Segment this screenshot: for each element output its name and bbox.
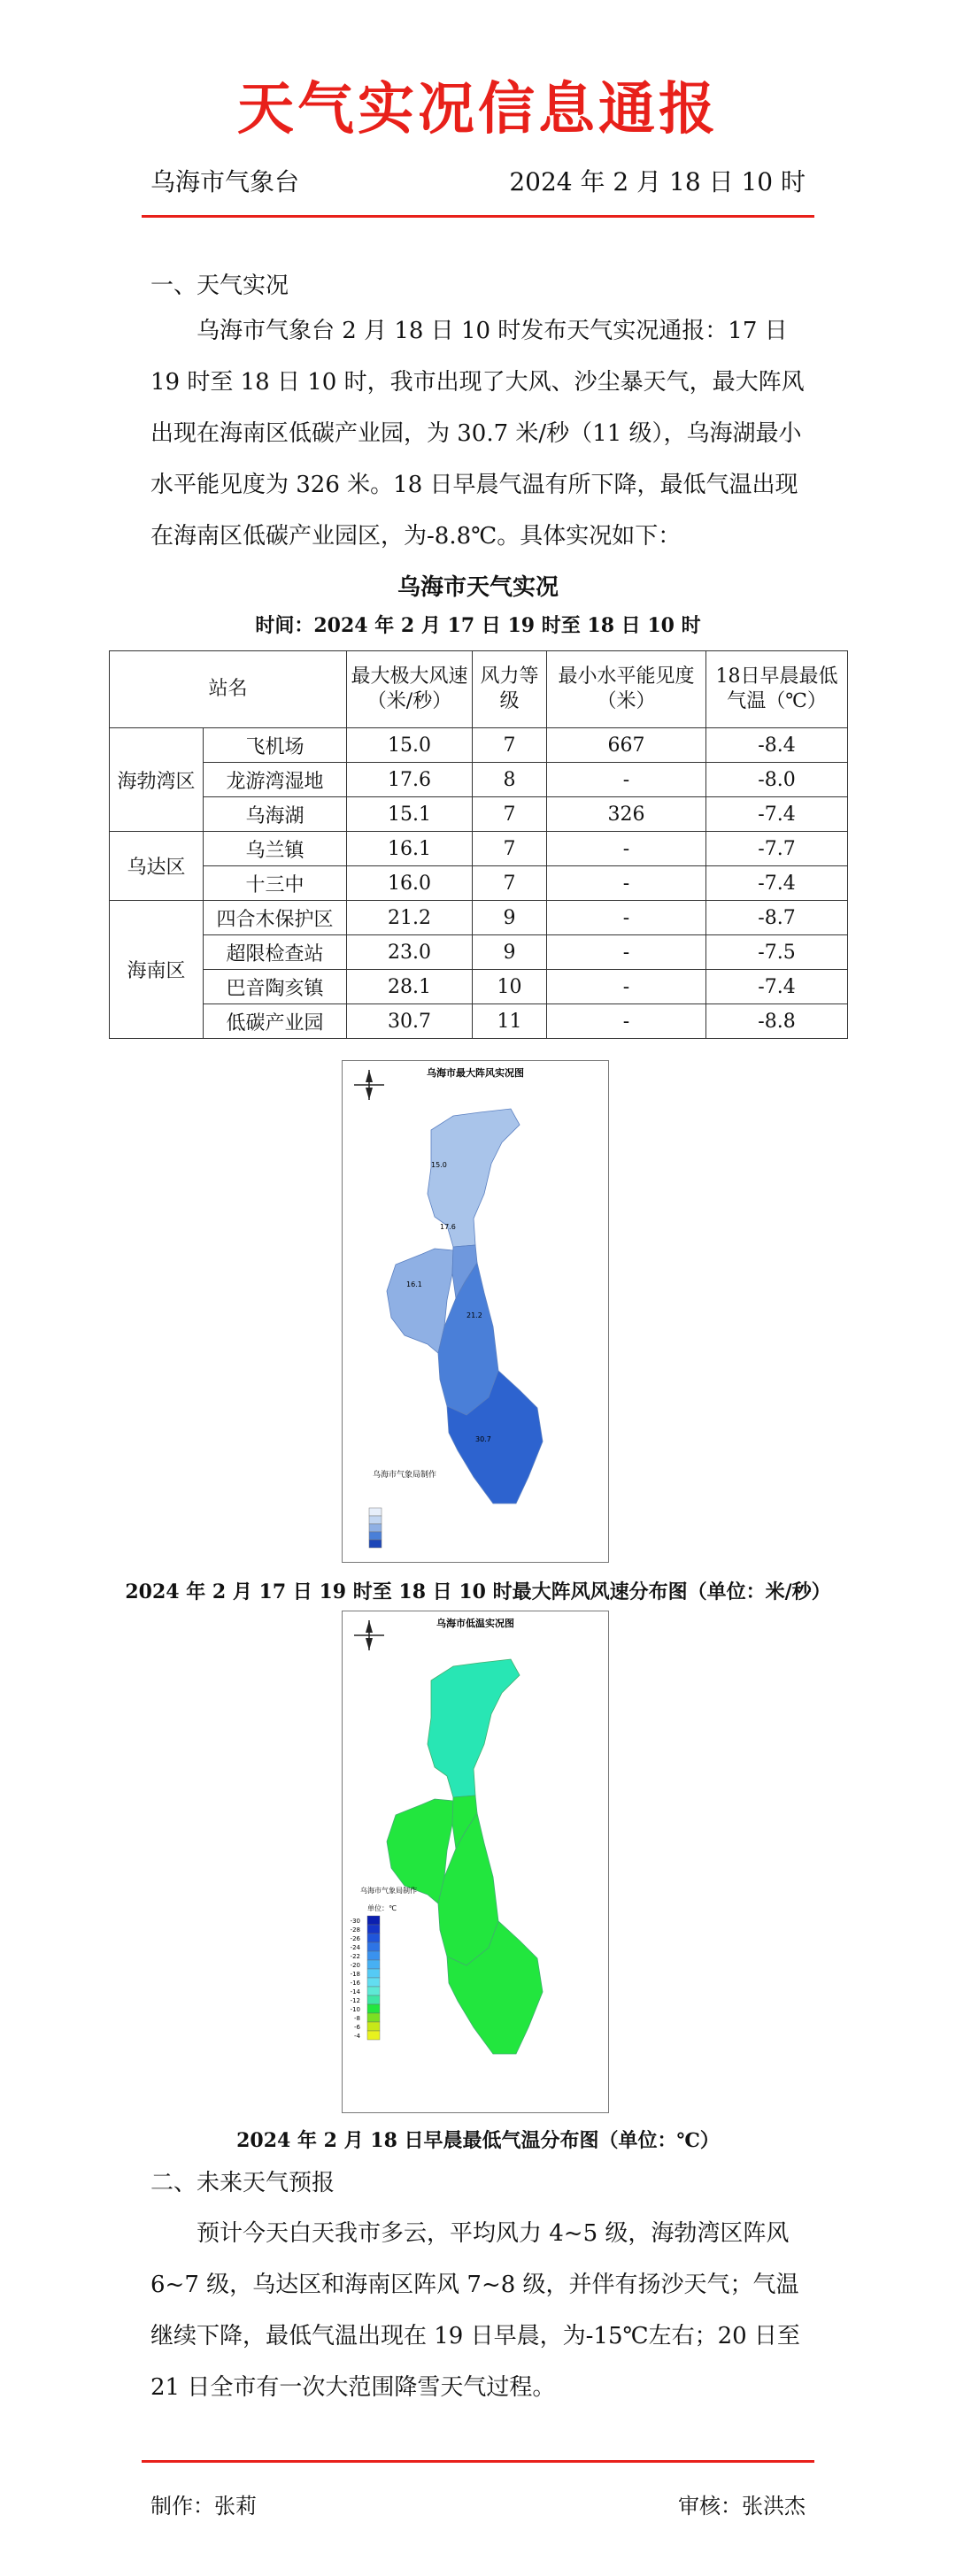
legend-swatch bbox=[367, 1916, 380, 1925]
north-arrow-icon bbox=[354, 1620, 384, 1650]
station-cell: 乌海湖 bbox=[204, 797, 347, 832]
legend-label: -28 bbox=[350, 1926, 360, 1934]
legend-label: -14 bbox=[350, 1988, 360, 1995]
section-forecast-body: 预计今天白天我市多云，平均风力 4~5 级，海勃湾区阵风 6~7 级，乌达区和海南区阵风 7~8 级，并伴有扬沙天气；气温继续下降，最低气温出现在 19 日早晨，为-15℃左右；20 日至 21 日全市有一次大范围降雪天气过程。 bbox=[150, 2220, 800, 2401]
issue-datetime: 2024 年 2 月 18 日 10 时 bbox=[509, 167, 806, 196]
table-row bbox=[110, 866, 848, 901]
station-cell: 超限检查站 bbox=[204, 935, 347, 970]
station-cell: 四合木保护区 bbox=[204, 901, 347, 935]
station-label: 30.7 bbox=[475, 1435, 491, 1443]
legend-swatch bbox=[367, 2022, 380, 2031]
temp-cell: -7.7 bbox=[706, 832, 848, 866]
station-label: 15.0 bbox=[431, 1161, 447, 1169]
temp-cell: -7.4 bbox=[706, 866, 848, 901]
region-haibowan bbox=[428, 1659, 520, 1797]
header-station: 站名 bbox=[110, 651, 347, 728]
legend-label: -6 bbox=[354, 2024, 360, 2031]
legend-swatch bbox=[367, 1978, 380, 1987]
gust-cell: 16.0 bbox=[347, 866, 473, 901]
visibility-cell: - bbox=[547, 970, 706, 1004]
station-cell: 十三中 bbox=[204, 866, 347, 901]
temp-cell: -7.4 bbox=[706, 797, 848, 832]
station-cell: 乌兰镇 bbox=[204, 832, 347, 866]
gust-cell: 30.7 bbox=[347, 1004, 473, 1039]
level-cell: 9 bbox=[473, 935, 547, 970]
level-cell: 11 bbox=[473, 1004, 547, 1039]
legend-label: -20 bbox=[350, 1962, 360, 1969]
temp-cell: -8.0 bbox=[706, 763, 848, 797]
level-cell: 8 bbox=[473, 763, 547, 797]
legend-label: -10 bbox=[350, 2006, 360, 2013]
temp-map-legend bbox=[351, 1916, 380, 2040]
section-weather-observation-body: 乌海市气象台 2 月 18 日 10 时发布天气实况通报：17 日 19 时至 18 日 10 时，我市出现了大风、沙尘暴天气，最大阵风出现在海南区低碳产业园，为 30.7 米/秒（11 级），乌海湖最小水平能见度为 326 米。18 日早晨气温有所下降，最低气温出现在海南区低碳产业园区，为-8.8℃。具体实况如下： bbox=[150, 318, 805, 550]
temp-map-figure bbox=[342, 1611, 609, 2113]
legend-label: -30 bbox=[350, 1918, 360, 1925]
north-arrow-icon bbox=[354, 1070, 384, 1100]
gust-map-svg bbox=[343, 1061, 608, 1562]
legend-label: -8 bbox=[354, 2015, 360, 2022]
header-level: 风力等级 bbox=[473, 651, 547, 728]
district-cell: 海南区 bbox=[110, 901, 204, 1039]
temp-cell: -8.8 bbox=[706, 1004, 848, 1039]
table-row bbox=[110, 901, 848, 935]
district-cell: 海勃湾区 bbox=[110, 728, 204, 832]
legend-swatch bbox=[367, 1934, 380, 1942]
gust-map-regions bbox=[387, 1109, 543, 1503]
visibility-cell: - bbox=[547, 935, 706, 970]
table-row bbox=[110, 1004, 848, 1039]
level-cell: 7 bbox=[473, 728, 547, 763]
reviewer-credit: 审核：张洪杰 bbox=[678, 2494, 806, 2518]
temp-legend-title: 单位：℃ bbox=[367, 1904, 397, 1912]
gust-cell: 28.1 bbox=[347, 970, 473, 1004]
station-cell: 低碳产业园 bbox=[204, 1004, 347, 1039]
visibility-cell: - bbox=[547, 1004, 706, 1039]
observation-table bbox=[109, 650, 848, 1039]
temp-cell: -7.4 bbox=[706, 970, 848, 1004]
station-label: 16.1 bbox=[406, 1280, 422, 1288]
header-divider bbox=[142, 215, 814, 218]
station-label: 17.6 bbox=[440, 1223, 456, 1231]
legend-label: -4 bbox=[354, 2033, 360, 2040]
table-row bbox=[110, 832, 848, 866]
temp-map-regions bbox=[387, 1659, 543, 2054]
legend-swatch bbox=[367, 1987, 380, 1995]
table-row bbox=[110, 935, 848, 970]
gust-cell: 15.0 bbox=[347, 728, 473, 763]
district-cell: 乌达区 bbox=[110, 832, 204, 901]
gust-map-maker: 乌海市气象局制作 bbox=[373, 1471, 437, 1480]
visibility-cell: - bbox=[547, 763, 706, 797]
visibility-cell: - bbox=[547, 901, 706, 935]
station-cell: 巴音陶亥镇 bbox=[204, 970, 347, 1004]
gust-cell: 21.2 bbox=[347, 901, 473, 935]
gust-map-title: 乌海市最大阵风实况图 bbox=[427, 1067, 524, 1079]
temp-map-maker: 乌海市气象局制作 bbox=[360, 1887, 417, 1895]
temp-cell: -8.7 bbox=[706, 901, 848, 935]
header-min-temp: 18日早晨最低气温（℃） bbox=[706, 651, 848, 728]
temp-map-title: 乌海市低温实况图 bbox=[436, 1618, 514, 1629]
legend-swatch bbox=[367, 1969, 380, 1978]
station-label: 21.2 bbox=[466, 1311, 482, 1319]
header-gust: 最大极大风速（米/秒） bbox=[347, 651, 473, 728]
table-header-row bbox=[110, 651, 848, 728]
legend-swatch bbox=[367, 2031, 380, 2040]
visibility-cell: - bbox=[547, 832, 706, 866]
temp-cell: -7.5 bbox=[706, 935, 848, 970]
legend-label: -24 bbox=[350, 1944, 360, 1951]
legend-swatch bbox=[367, 1951, 380, 1960]
gust-cell: 16.1 bbox=[347, 832, 473, 866]
gust-cell: 17.6 bbox=[347, 763, 473, 797]
legend-swatch bbox=[367, 2004, 380, 2013]
visibility-cell: - bbox=[547, 866, 706, 901]
header-visibility: 最小水平能见度（米） bbox=[547, 651, 706, 728]
bulletin-title: 天气实况信息通报 bbox=[237, 76, 719, 142]
legend-swatch bbox=[367, 1960, 380, 1969]
station-cell: 龙游湾湿地 bbox=[204, 763, 347, 797]
table-row bbox=[110, 728, 848, 763]
legend-label: -22 bbox=[350, 1953, 360, 1960]
gust-cell: 15.1 bbox=[347, 797, 473, 832]
temp-map-svg bbox=[343, 1611, 608, 2112]
level-cell: 7 bbox=[473, 797, 547, 832]
legend-swatch bbox=[367, 1942, 380, 1951]
table-title: 乌海市天气实况 bbox=[397, 574, 559, 601]
section-weather-observation-heading: 一、天气实况 bbox=[150, 273, 289, 299]
table-row bbox=[110, 797, 848, 832]
temp-map-caption: 2024 年 2 月 18 日早晨最低气温分布图（单位：℃） bbox=[236, 2129, 720, 2152]
legend-swatch bbox=[367, 2013, 380, 2022]
legend-label: -18 bbox=[350, 1971, 360, 1978]
level-cell: 7 bbox=[473, 832, 547, 866]
table-row bbox=[110, 763, 848, 797]
legend-swatch bbox=[367, 1995, 380, 2004]
legend-swatch bbox=[367, 1925, 380, 1934]
gust-map-legend bbox=[369, 1508, 382, 1548]
issuing-org: 乌海市气象台 bbox=[150, 167, 300, 196]
table-row bbox=[110, 970, 848, 1004]
gust-map-caption: 2024 年 2 月 17 日 19 时至 18 日 10 时最大阵风风速分布图（单位：米/秒） bbox=[125, 1580, 831, 1603]
station-cell: 飞机场 bbox=[204, 728, 347, 763]
section-forecast-heading: 二、未来天气预报 bbox=[150, 2170, 335, 2196]
legend-label: -12 bbox=[350, 1997, 360, 2004]
temp-cell: -8.4 bbox=[706, 728, 848, 763]
gust-map-figure bbox=[342, 1060, 609, 1563]
visibility-cell: 326 bbox=[547, 797, 706, 832]
gust-cell: 23.0 bbox=[347, 935, 473, 970]
legend-label: -26 bbox=[350, 1935, 360, 1942]
maker-credit: 制作：张莉 bbox=[150, 2494, 257, 2518]
footer-divider bbox=[142, 2460, 814, 2463]
table-subtitle: 时间：2024 年 2 月 17 日 19 时至 18 日 10 时 bbox=[255, 614, 701, 637]
legend-label: -16 bbox=[350, 1980, 360, 1987]
visibility-cell: 667 bbox=[547, 728, 706, 763]
level-cell: 7 bbox=[473, 866, 547, 901]
level-cell: 9 bbox=[473, 901, 547, 935]
level-cell: 10 bbox=[473, 970, 547, 1004]
